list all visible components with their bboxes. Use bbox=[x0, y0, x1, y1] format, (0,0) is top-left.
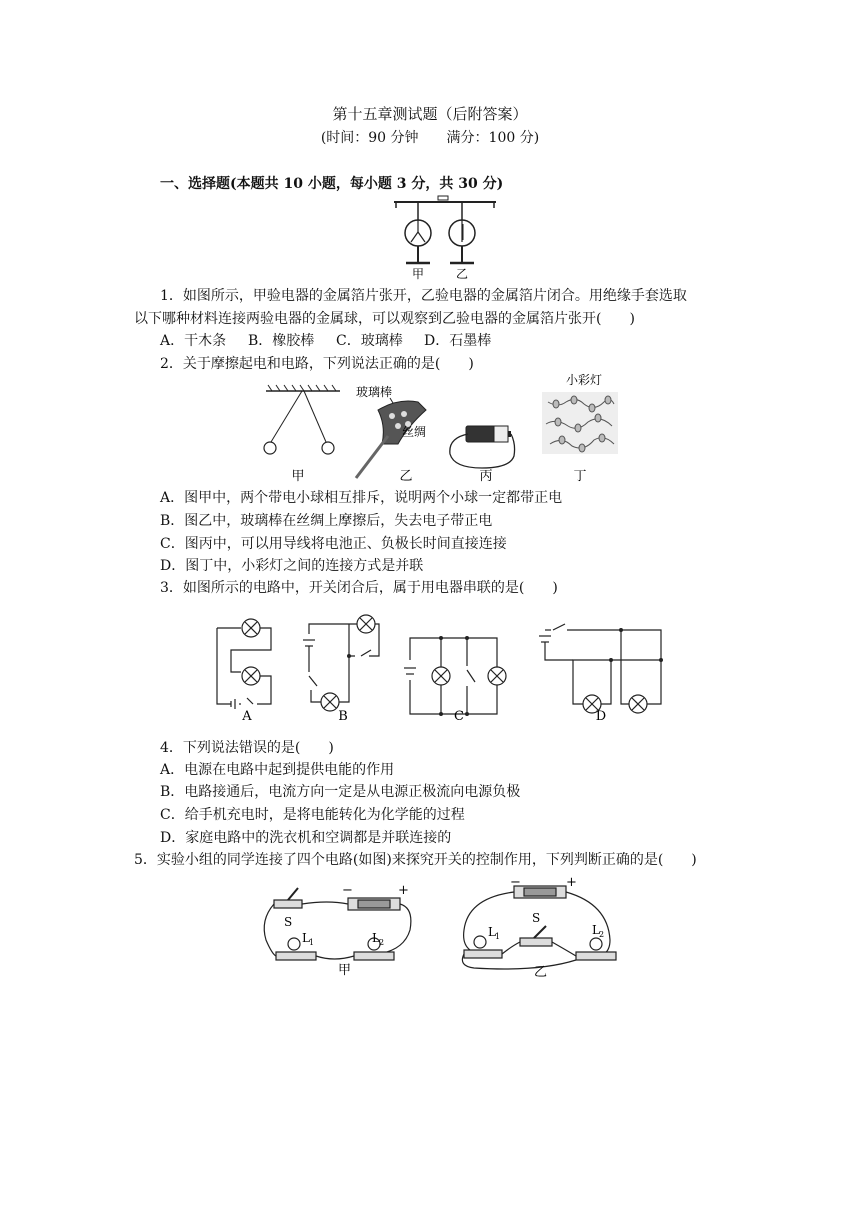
q5-jia-switch-label: S bbox=[284, 915, 293, 929]
q5-yi-minus: − bbox=[510, 875, 521, 890]
q4-text: 4．下列说法错误的是( ) bbox=[160, 740, 334, 756]
q2-text: 2．关于摩擦起电和电路，下列说法正确的是( ) bbox=[160, 356, 474, 372]
q1-figure-label-jia: 甲 bbox=[411, 267, 425, 281]
q1-electroscope-figure bbox=[390, 194, 500, 280]
q5-yi-lamp2-sub: 2 bbox=[599, 930, 605, 939]
q2-figure-label-ding: 丁 bbox=[573, 469, 587, 484]
q2-figure-label-yi: 乙 bbox=[399, 469, 413, 484]
charged-ball-icon bbox=[264, 442, 276, 454]
q5-yi-plus: + bbox=[566, 875, 577, 890]
q2-option-b[interactable]: B．图乙中，玻璃棒在丝绸上摩擦后，失去电子带正电 bbox=[160, 513, 493, 529]
q1-option-d[interactable]: D．石墨棒 bbox=[424, 333, 492, 349]
q4-option-a[interactable]: A．电源在电路中起到提供电能的作用 bbox=[160, 762, 395, 778]
q1-option-b[interactable]: B．橡胶棒 bbox=[248, 333, 315, 349]
section-heading: 一、选择题(本题共 10 小题，每小题 3 分，共 30 分) bbox=[160, 176, 504, 192]
q5-circuit-photo-figure bbox=[258, 875, 638, 980]
q4-option-b[interactable]: B．电路接通后，电流方向一定是从电源正极流向电源负极 bbox=[160, 784, 521, 800]
q5-jia-minus: − bbox=[342, 883, 353, 898]
q1-option-c[interactable]: C．玻璃棒 bbox=[336, 333, 403, 349]
q5-yi-lamp1-label: L bbox=[488, 925, 496, 939]
q2-figure-label-bing: 丙 bbox=[479, 469, 493, 484]
q3-circuit-figure bbox=[205, 610, 675, 726]
q2-option-c[interactable]: C．图丙中，可以用导线将电池正、负极长时间直接连接 bbox=[160, 536, 507, 552]
q5-jia-lamp1-sub: 1 bbox=[309, 938, 315, 947]
q4-option-d[interactable]: D．家庭电路中的洗衣机和空调都是并联连接的 bbox=[160, 830, 452, 846]
q3-text: 3．如图所示的电路中，开关闭合后，属于用电器串联的是( ) bbox=[160, 580, 558, 596]
q5-jia-plus: + bbox=[398, 883, 409, 898]
q3-figure-label-c: C bbox=[454, 709, 464, 724]
q2-option-d[interactable]: D．图丁中，小彩灯之间的连接方式是并联 bbox=[160, 558, 424, 574]
q5-jia-lamp2-label: L bbox=[372, 931, 380, 945]
q3-figure-label-d: D bbox=[595, 709, 607, 724]
silk-label: 丝绸 bbox=[402, 425, 427, 439]
q1-text-line2: 以下哪种材料连接两验电器的金属球，可以观察到乙验电器的金属箔片张开( ) bbox=[134, 311, 635, 327]
q3-figure-label-b: B bbox=[338, 709, 348, 724]
q1-text-line1: 1．如图所示，甲验电器的金属箔片张开，乙验电器的金属箔片闭合。用绝缘手套选取 bbox=[160, 288, 687, 304]
q5-jia-lamp1-label: L bbox=[302, 931, 310, 945]
q5-yi-switch-label: S bbox=[532, 911, 541, 925]
q3-figure-label-a: A bbox=[242, 709, 252, 724]
page-subtitle: (时间：90 分钟 满分：100 分) bbox=[320, 130, 540, 146]
glass-rod-label: 玻璃棒 bbox=[356, 385, 393, 399]
q5-figure-label-jia: 甲 bbox=[338, 963, 352, 978]
q2-option-a[interactable]: A．图甲中，两个带电小球相互排斥，说明两个小球一定都带正电 bbox=[160, 490, 563, 506]
page-title: 第十五章测试题（后附答案） bbox=[332, 105, 528, 123]
q2-figure-label-jia: 甲 bbox=[291, 469, 305, 484]
q1-option-a[interactable]: A．干木条 bbox=[160, 333, 227, 349]
q5-jia-lamp2-sub: 2 bbox=[379, 938, 385, 947]
q5-figure-label-yi: 乙 bbox=[534, 965, 548, 980]
q5-yi-lamp2-label: L bbox=[592, 923, 600, 937]
q5-yi-lamp1-sub: 1 bbox=[495, 932, 501, 941]
q1-figure-label-yi: 乙 bbox=[455, 267, 469, 281]
q2-figure bbox=[258, 374, 628, 486]
charged-ball-icon bbox=[322, 442, 334, 454]
glass-rod-icon bbox=[356, 436, 388, 478]
small-lights-label: 小彩灯 bbox=[565, 373, 603, 387]
q5-text: 5．实验小组的同学连接了四个电路(如图)来探究开关的控制作用，下列判断正确的是( ) bbox=[134, 852, 697, 868]
q4-option-c[interactable]: C．给手机充电时，是将电能转化为化学能的过程 bbox=[160, 807, 465, 823]
